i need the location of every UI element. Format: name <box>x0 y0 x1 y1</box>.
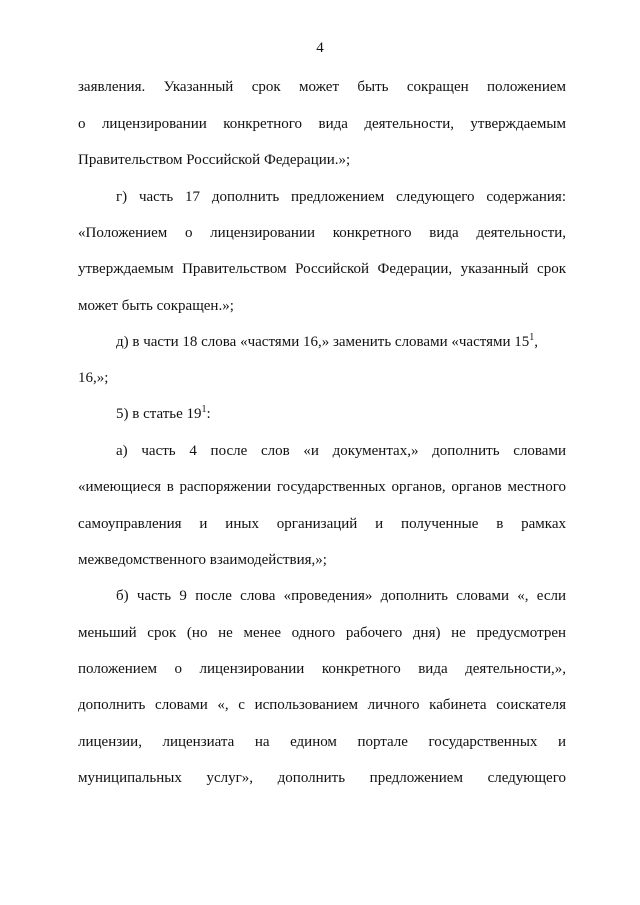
text-line: 16,»; <box>78 370 109 386</box>
text-line: муниципальных услуг», дополнить предложением следующего <box>78 770 566 786</box>
text-line: Правительством Российской Федерации.»; <box>78 152 351 168</box>
text-line: «имеющиеся в распоряжении государственных органов, органов местного <box>78 479 566 495</box>
text-line: о лицензировании конкретного вида деятельности, утверждаемым <box>78 116 566 132</box>
text-line: самоуправления и иных организаций и полученные в рамках <box>78 516 566 532</box>
text-line-with-superscript <box>116 404 566 424</box>
text-line: а) часть 4 после слов «и документах,» дополнить словами <box>116 443 566 459</box>
superscript: 1 <box>201 404 207 415</box>
text-line: меньший срок (но не менее одного рабочего дня) не предусмотрен <box>78 625 566 641</box>
text-line: дополнить словами «, с использованием личного кабинета соискателя <box>78 697 566 713</box>
text-line: «Положением о лицензировании конкретного вида деятельности, <box>78 225 566 241</box>
text-line: б) часть 9 после слова «проведения» дополнить словами «, если <box>116 588 566 604</box>
text-line: межведомственного взаимодействия,»; <box>78 552 327 568</box>
text-fragment: : <box>206 406 211 422</box>
text-line: г) часть 17 дополнить предложением следующего содержания: <box>116 189 566 205</box>
text-line: утверждаемым Правительством Российской Федерации, указанный срок <box>78 261 566 277</box>
text-line-with-superscript <box>116 332 566 352</box>
text-fragment: 5) в статье 19 <box>116 406 202 422</box>
text-line: лицензии, лицензиата на едином портале государственных и <box>78 734 566 750</box>
text-fragment: , <box>534 334 538 350</box>
text-fragment: д) в части 18 слова «частями 16,» заменить словами «частями 15 <box>116 334 530 350</box>
text-line: может быть сокращен.»; <box>78 298 234 314</box>
text-line: положением о лицензировании конкретного вида деятельности,», <box>78 661 566 677</box>
superscript: 1 <box>529 332 535 343</box>
page-number: 4 <box>316 40 324 56</box>
text-line: заявления. Указанный срок может быть сокращен положением <box>78 79 566 95</box>
